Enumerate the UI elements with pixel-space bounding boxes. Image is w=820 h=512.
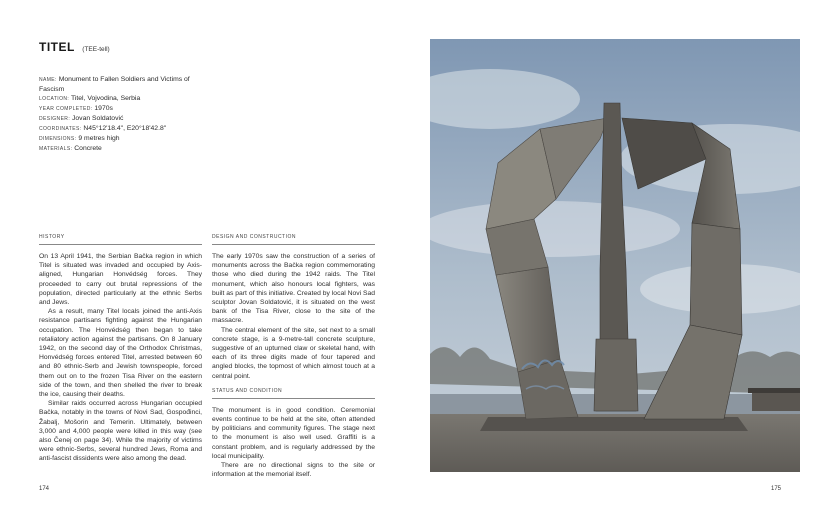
pronunciation: (TEE-tell): [82, 46, 110, 53]
monument-photo: [430, 39, 800, 472]
design-heading: DESIGN AND CONSTRUCTION: [212, 234, 375, 245]
right-page: [410, 0, 820, 512]
cloud: [430, 201, 680, 257]
meta-location: LOCATION: Titel, Vojvodina, Serbia: [39, 95, 141, 102]
central-spire-base: [594, 339, 638, 411]
history-paragraph: On 13 April 1941, the Serbian Bačka region in which Titel is situated was invaded and occupied by Axis-aligned, Hungarian Honvédség forces. They proceeded to carry out brutal repressions of the population, directed particularly at the ethnic Serbs and Jews.: [39, 253, 202, 307]
title-row: [39, 38, 110, 56]
meta-designer: DESIGNER: Jovan Soldatović: [39, 115, 124, 122]
page-number-right: 175: [771, 486, 782, 492]
meta-name: NAME: Monument to Fallen Soldiers and Victims of Fascism: [39, 76, 190, 93]
building-roof: [748, 388, 800, 393]
building: [752, 391, 800, 411]
history-paragraph: As a result, many Titel locals joined the anti-Axis resistance partisans fighting against the Hungarian occupation. The Honvédség then began to take retaliatory action against the partisans. On 8 January 1942, on the second day of the Orthodox Christmas, Honvédség forces entered Titel, arrested between 60 and 80 ethnic-Serb and Jewish townspeople, forced them out on to the frozen Tisa River on the eastern side of the town, and then shelled the river to break the ice, causing their deaths.: [39, 308, 202, 399]
meta-dimensions: DIMENSIONS: 9 metres high: [39, 135, 120, 142]
history-heading: HISTORY: [39, 234, 202, 245]
monument-photo-illustration: [430, 39, 800, 472]
meta-coordinates: COORDINATES: N45°12'18.4", E20°18'42.8": [39, 125, 167, 132]
status-heading: STATUS AND CONDITION: [212, 388, 375, 399]
page-title: TITEL: [39, 40, 75, 54]
design-paragraph: The early 1970s saw the construction of a series of monuments across the Bačka region commemorating those who died during the 1942 raids. The Titel monument, which also honours local fighters, was built as part of this initiative. Created by local Novi Sad sculptor Jovan Soldatović, it is situated on the west bank of the Tisa River, close to the site of the massacre.: [212, 253, 375, 325]
meta-materials: MATERIALS: Concrete: [39, 145, 102, 152]
history-column: [39, 234, 202, 464]
history-paragraph: Similar raids occurred across Hungarian occupied Bačka, notably in the towns of Novi Sad, Gospođinci, Žabalj, Mošorin and Temerin. Ultimately, between 3,000 and 4,000 people were killed in this way (see also Čenej on page 34). While the majority of victims were ethnic-Serbs, several hundred Jews, Roma and anti-fascist dissidents were also among the dead.: [39, 400, 202, 463]
right-arm-block-middle: [690, 223, 742, 335]
design-column: [212, 234, 375, 479]
meta-year: YEAR COMPLETED: 1970s: [39, 105, 113, 112]
design-paragraph: The central element of the site, set next to a small concrete stage, is a 9-metre-tall concrete sculpture, suggestive of an upturned claw or skeletal hand, with each of its three digits made of four tapered and angled blocks, the topmost of which almost touch at a central point.: [212, 326, 375, 380]
metadata-block: [39, 75, 209, 154]
status-paragraph: There are no directional signs to the site or information at the memorial itself.: [212, 462, 375, 479]
page-number-left: 174: [39, 486, 50, 492]
status-paragraph: The monument is in good condition. Ceremonial events continue to be held at the site, often attended by politicians and community figures. The stage next to the monument is also well used. Graffiti is a constant problem, and is regularly addressed by the local municipality.: [212, 406, 375, 460]
